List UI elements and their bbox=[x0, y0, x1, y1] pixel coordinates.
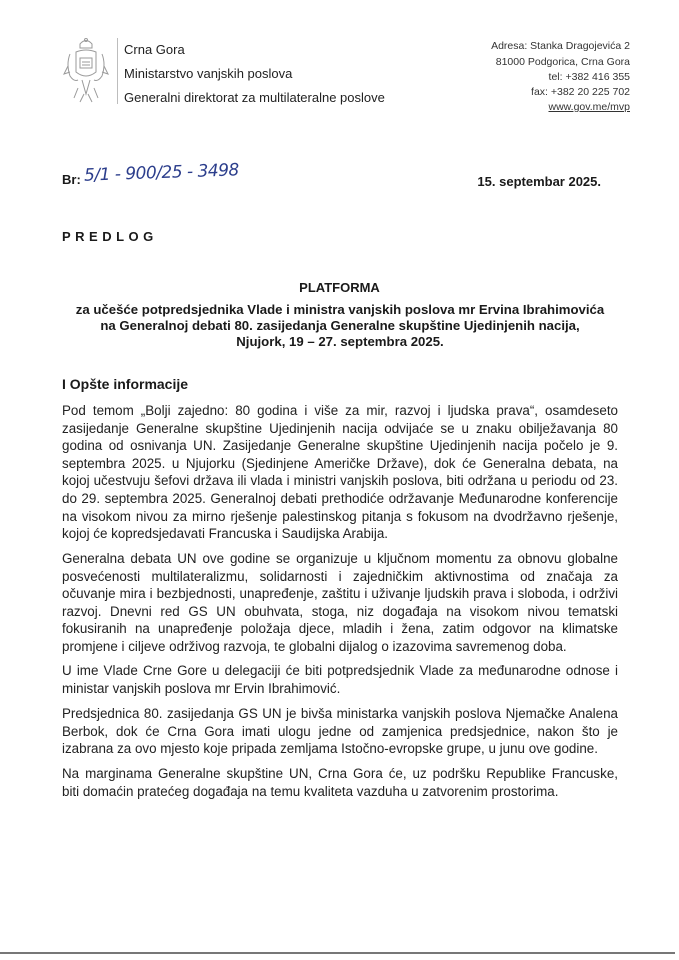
paragraph-3 bbox=[62, 662, 618, 697]
text-line: Na marginama Generalne skupštine UN, Crna Gora će, uz podršku Republike Francuske, bbox=[62, 766, 618, 781]
text-line: godina od osnivanja UN. Zasijedanje Generalne skupštine Ujedinjenih nacija počelo je 9. bbox=[62, 438, 618, 454]
text-line: fokusiranih na unapređenje položaja djece, mladih i žena, zatim odgovor na klimatske bbox=[62, 621, 618, 637]
text-line: Predsjednica 80. zasijedanja GS UN je bivša ministarka vanjskih poslova Njemačke Analena bbox=[62, 706, 618, 721]
page-bottom-edge bbox=[0, 952, 675, 954]
address-city: 81000 Podgorica, Crna Gora bbox=[495, 56, 630, 68]
address-street: Adresa: Stanka Dragojevića 2 bbox=[491, 40, 630, 52]
text-line: razvoj. Dnevni red GS UN obuhvata, stoga, niz događaja na visokom nivou tematski bbox=[62, 603, 618, 619]
document-type: PREDLOG bbox=[62, 229, 158, 244]
org-country: Crna Gora bbox=[124, 42, 185, 57]
text-line: posvećenosti multilateralizmu, solidarnosti i zajedničkim aktivnostima od značaja za bbox=[62, 568, 618, 584]
paragraph-4 bbox=[62, 705, 618, 758]
text-line: biti domaćin pratećeg događaja na temu kvaliteta vazduha u zatvorenim prostorima. bbox=[62, 783, 559, 799]
text-line: promjene i ciljeve održivog razvoja, te globalni dijalog o izazovima savremenog doba. bbox=[62, 638, 567, 654]
text-line: Generalna debata UN ove godine se organizuje u ključnom momentu za obnovu globalne bbox=[62, 551, 618, 566]
address-tel: tel: +382 416 355 bbox=[548, 71, 630, 83]
text-line: U ime Vlade Crne Gore u delegaciji će biti potpredsjednik Vlade za međunarodne odnose i bbox=[62, 663, 618, 678]
reference-number-handwritten: 5/1 - 900/25 - 3498 bbox=[83, 160, 240, 186]
text-line: Berbok, dok će Crna Gora imati ulogu jedne od zamjenica predsjednice, nakon što je bbox=[62, 723, 618, 739]
section-heading: I Opšte informacije bbox=[62, 376, 189, 392]
text-line: na visokom nivou za mirno rješenje palestinskog pitanja s fokusom na dvodržavno rješenje, bbox=[62, 508, 618, 524]
org-directorate: Generalni direktorat za multilateralne poslove bbox=[124, 90, 385, 105]
address-web bbox=[549, 101, 631, 113]
text-line: izabrana za ovo mjesto koje pripada zemljama Istočno-evropske grupe, u junu ove godine. bbox=[62, 741, 598, 757]
text-line: očuvanje mira i bezbjednosti, unapređenje, zaštitu i uživanje ljudskih prava i sloboda, i održivi bbox=[62, 586, 618, 602]
subtitle-line-2: na Generalnoj debati 80. zasijedanja Generalne skupštine Ujedinjenih nacija, bbox=[100, 318, 580, 333]
text-line: septembra 2025. u Njujorku (Sjedinjene Američke Države), dok će Generalna debata, na bbox=[62, 455, 618, 471]
subtitle-line-3: Njujork, 19 – 27. septembra 2025. bbox=[236, 334, 444, 349]
reference-label: Br: bbox=[62, 172, 81, 187]
paragraph-5 bbox=[62, 765, 618, 800]
text-line: ministar vanjskih poslova mr Ervin Ibrahimović. bbox=[62, 680, 341, 696]
org-ministry: Ministarstvo vanjskih poslova bbox=[124, 66, 293, 81]
text-line: do 29. septembra 2025. Generalnoj debati prethodiće održavanje Međunarodne konferencije bbox=[62, 490, 618, 506]
subtitle-line-1: za učešće potpredsjednika Vlade i ministra vanjskih poslova mr Ervina Ibrahimovića bbox=[75, 302, 605, 317]
text-line: zasijedanje Generalne skupštine Ujedinjenih nacija odvijaće se u znaku obilježavanja 80 bbox=[62, 420, 618, 436]
text-line: kojoj će kopredsjedavati Francuska i Saudijska Arabija. bbox=[62, 526, 389, 542]
address-fax: fax: +382 20 225 702 bbox=[531, 86, 630, 98]
text-line: Pod temom „Bolji zajedno: 80 godina i više za mir, razvoj i ljudska prava“, osamdeseto bbox=[62, 403, 618, 418]
paragraph-2 bbox=[62, 550, 618, 656]
document-date: 15. septembar 2025. bbox=[477, 174, 601, 189]
paragraph-1 bbox=[62, 402, 618, 543]
text-line: kojoj učestvuju šefovi država ili vlada i ministri vanjskih poslova, biti održana u periodu od 23. bbox=[62, 473, 618, 489]
coat-of-arms-icon bbox=[62, 36, 110, 104]
website-link[interactable]: www.gov.me/mvp bbox=[548, 101, 630, 113]
document-title: PLATFORMA bbox=[299, 280, 380, 295]
letterhead-divider bbox=[117, 38, 118, 104]
